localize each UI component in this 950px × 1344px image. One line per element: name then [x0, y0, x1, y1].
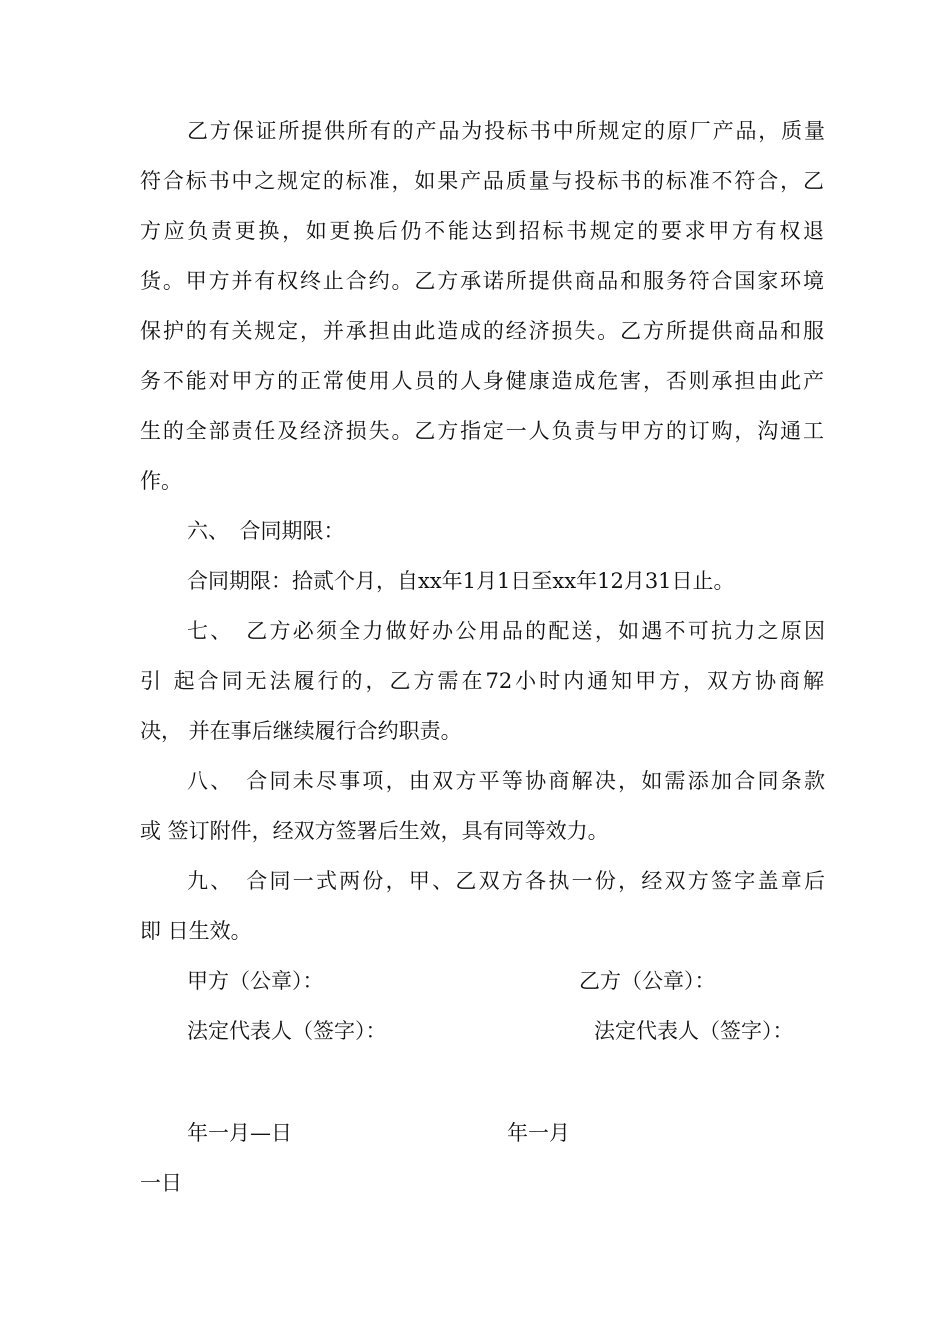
section-7-line: 决， 并在事后继续履行合约职责。	[140, 719, 462, 743]
paragraph-line: 货。甲方并有权终止合约。乙方承诺所提供商品和服务符合国家环境	[140, 269, 824, 293]
paragraph-line: 乙方保证所提供所有的产品为投标书中所规定的原厂产品，质量	[187, 119, 825, 143]
section-heading-6: 六、 合同期限：	[187, 519, 345, 543]
contract-term-line: 合同期限：拾贰个月，自xx年1月1日至xx年12月31日止。	[187, 569, 735, 593]
section-9-line: 九、 合同一式两份，甲、乙双方各执一份，经双方签字盖章后	[187, 869, 825, 893]
section-7-line: 引 起合同无法履行的，乙方需在72小时内通知甲方，双方协商解	[140, 669, 824, 693]
party-b-representative-label: 法定代表人（签字）：	[594, 1019, 794, 1043]
section-7-line: 七、 乙方必须全力做好办公用品的配送，如遇不可抗力之原因	[187, 619, 825, 643]
party-b-date: 年一月	[507, 1121, 570, 1145]
section-8-line: 或 签订附件，经双方签署后生效，具有同等效力。	[140, 819, 609, 843]
section-8-line: 八、 合同未尽事项，由双方平等协商解决，如需添加合同条款	[187, 769, 825, 793]
party-a-representative-label: 法定代表人（签字）：	[187, 1019, 387, 1043]
party-b-date-day: 一日	[140, 1171, 182, 1195]
party-b-seal-label: 乙方（公章）：	[579, 969, 716, 993]
paragraph-line: 生的全部责任及经济损失。乙方指定一人负责与甲方的订购，沟通工	[140, 419, 824, 443]
paragraph-line: 保护的有关规定，并承担由此造成的经济损失。乙方所提供商品和服	[140, 319, 824, 343]
paragraph-line: 务不能对甲方的正常使用人员的人身健康造成危害，否则承担由此产	[140, 369, 824, 393]
paragraph-line: 作。	[140, 469, 182, 493]
party-a-seal-label: 甲方（公章）：	[187, 969, 324, 993]
paragraph-line: 方应负责更换，如更换后仍不能达到招标书规定的要求甲方有权退	[140, 219, 824, 243]
party-a-date: 年一月—日	[187, 1121, 292, 1145]
paragraph-line: 符合标书中之规定的标准，如果产品质量与投标书的标准不符合，乙	[140, 169, 824, 193]
section-9-line: 即 日生效。	[140, 919, 252, 943]
